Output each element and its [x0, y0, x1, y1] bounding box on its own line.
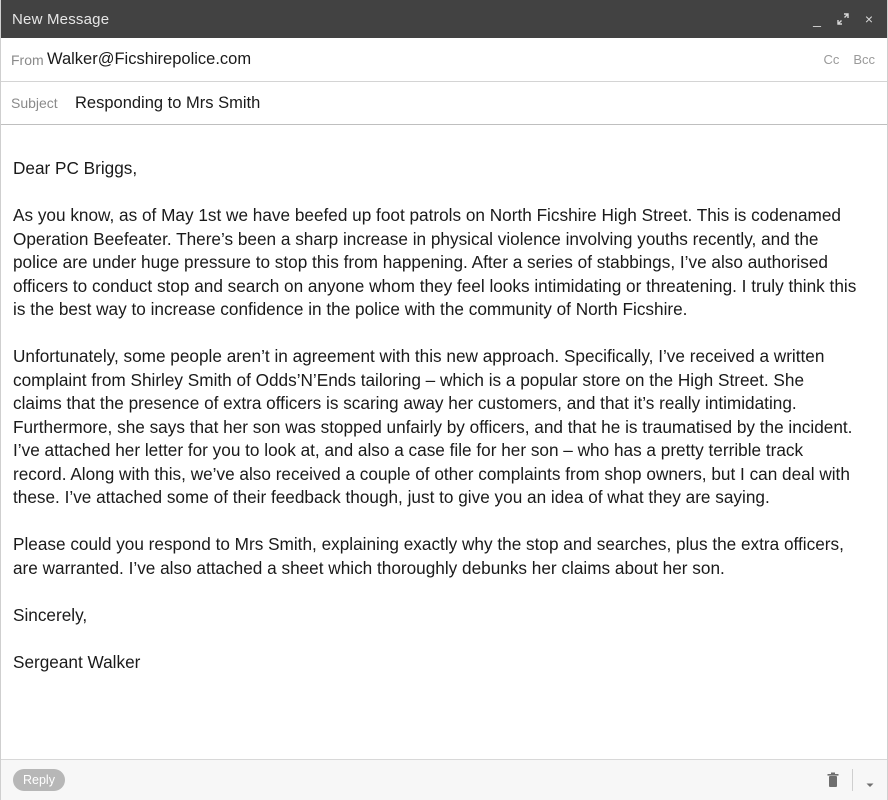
window-title: New Message	[12, 10, 110, 28]
close-icon[interactable]: ×	[864, 11, 874, 27]
reply-button[interactable]: Reply	[13, 769, 65, 791]
subject-label: Subject	[11, 95, 58, 111]
chevron-down-icon[interactable]	[865, 776, 875, 784]
body-paragraph-3: Please could you respond to Mrs Smith, explaining exactly why the stop and searches, plus the extra officers, are warranted. I’ve also attached a sheet which thoroughly debunks her claims about her son.	[13, 534, 844, 578]
from-field[interactable]: Walker@Ficshirepolice.com	[47, 50, 252, 68]
greeting: Dear PC Briggs,	[13, 158, 138, 178]
from-label: From	[11, 51, 44, 68]
cc-bcc-links	[823, 52, 875, 67]
pop-out-icon[interactable]	[837, 13, 849, 25]
compose-footer	[1, 759, 887, 800]
window-controls	[811, 12, 875, 26]
body-paragraph-2: Unfortunately, some people aren’t in agreement with this new approach. Specifically, I’ve received a written complaint from Shirley Smith of Odds’N’Ends tailoring – which is a popular store on the High Street. She claims that the presence of extra officers is scaring away her customers, and that it’s really intimidating. Furthermore, she says that her son was stopped unfairly by officers, and that he is traumatised by the incident. I’ve attached her letter for you to look at, and also a case file for her son – who has a pretty terrible track record. Along with this, we’ve also received a couple of other complaints from shop owners, but I can deal with these. I’ve attached some of their feedback though, just to give you an idea of what they are saying.	[13, 346, 853, 507]
cc-button[interactable]: Cc	[823, 52, 840, 67]
from-row	[1, 38, 887, 82]
bcc-button[interactable]: Bcc	[853, 52, 875, 67]
body-paragraph-1: As you know, as of May 1st we have beefed up foot patrols on North Ficshire High Street. This is codenamed Operation Beefeater. There’s been a sharp increase in physical violence involving youths recently, and the police are under huge pressure to stop this from happening. After a series of stabbings, I’ve also authorised officers to conduct stop and search on anyone whom they feel looks intimidating or threatening. I truly think this is the best way to increase confidence in the police with the community of North Ficshire.	[13, 205, 857, 319]
subject-field[interactable]: Responding to Mrs Smith	[75, 93, 261, 112]
subject-row	[1, 82, 887, 125]
message-body[interactable]	[1, 125, 887, 674]
signature: Sergeant Walker	[13, 651, 141, 672]
minimize-icon[interactable]: _	[813, 11, 821, 27]
signoff: Sincerely,	[13, 604, 88, 625]
footer-divider	[852, 769, 853, 791]
trash-icon[interactable]	[826, 772, 840, 788]
title-bar	[1, 0, 887, 38]
